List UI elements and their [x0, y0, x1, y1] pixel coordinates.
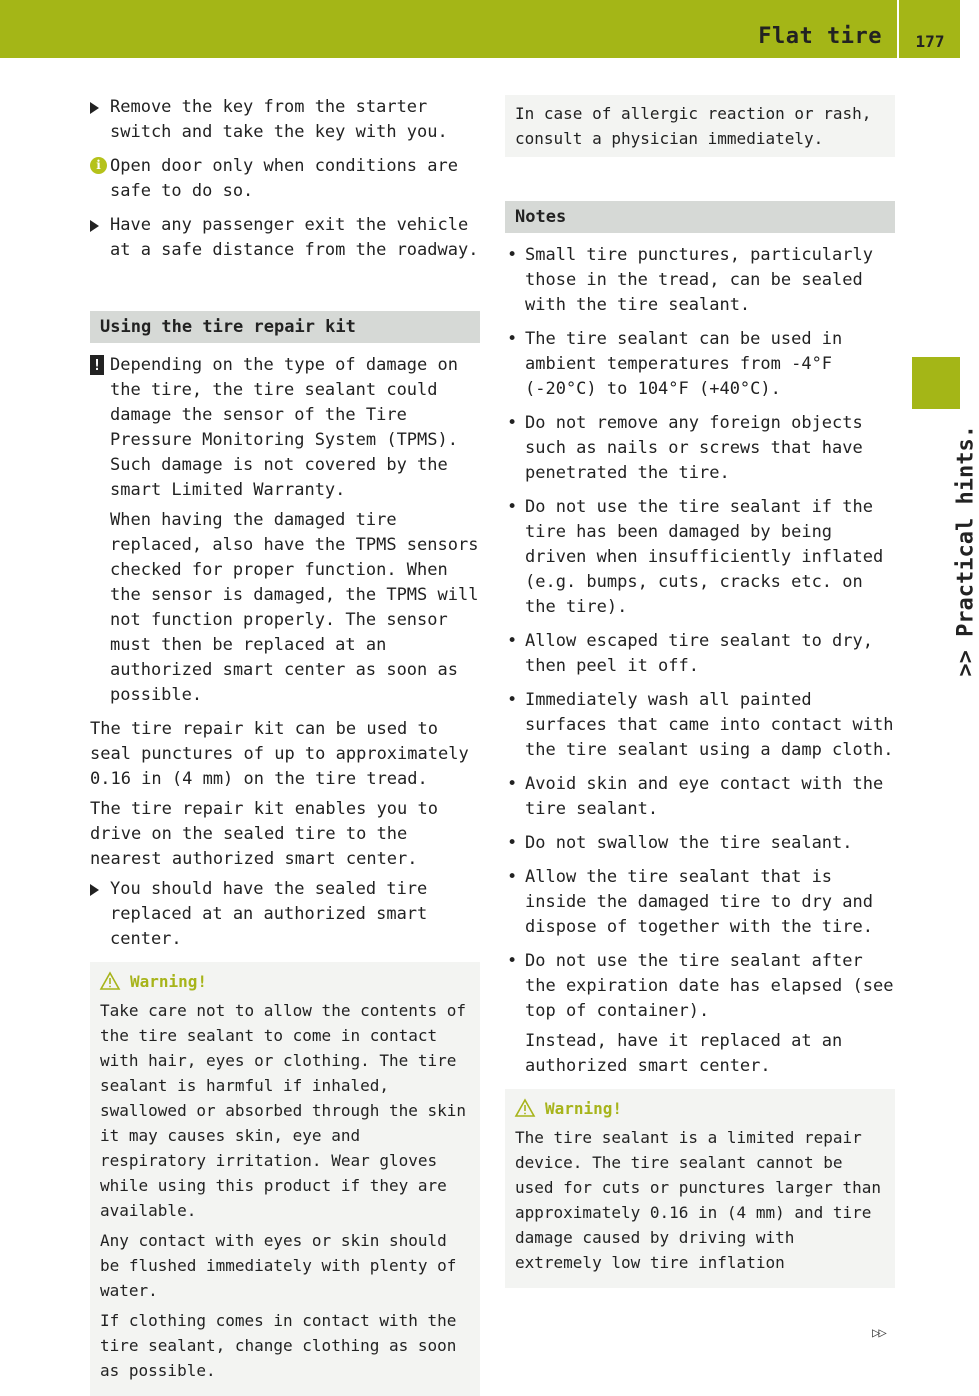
- notes-item-text: Instead, have it replaced at an authorized smart center.: [525, 1031, 843, 1076]
- bullet-dot-icon: •: [507, 413, 518, 433]
- info-note-text: Open door only when conditions are safe to do so.: [110, 156, 458, 201]
- step-arrow-icon: [90, 220, 99, 232]
- notes-list-item: [505, 831, 895, 856]
- warning-triangle-icon: [515, 1099, 535, 1117]
- step-text: Remove the key from the starter switch and take the key with you.: [110, 97, 448, 142]
- warning-text: The tire sealant is a limited repair device. The tire sealant cannot be used for cuts or punctures larger than approximately 0.16 in (4 mm) and tire damage caused by driving with extremely low tire inflation: [515, 1128, 882, 1272]
- bullet-dot-icon: •: [507, 329, 518, 349]
- notes-item-text: Do not use the tire sealant if the tire has been damaged by being driven when insufficiently inflated (e.g. bumps, cuts, cracks etc. on the tire).: [525, 497, 884, 617]
- allergy-note-text: In case of allergic reaction or rash, consult a physician immediately.: [515, 104, 872, 148]
- notes-list-item: [505, 949, 895, 1079]
- body-paragraph: The tire repair kit can be used to seal punctures of up to approximately 0.16 in (4 mm) on the tire tread.: [90, 719, 469, 789]
- notes-list-item: [505, 327, 895, 402]
- notes-list: [505, 243, 895, 1079]
- notes-list-item: [505, 243, 895, 318]
- instruction-step: [90, 213, 480, 263]
- notes-list-item: [505, 629, 895, 679]
- instruction-step: [90, 877, 480, 952]
- warning-triangle-icon: [100, 972, 120, 990]
- notes-list-item: [505, 411, 895, 486]
- notes-list-item: [505, 495, 895, 620]
- body-paragraph: The tire repair kit enables you to drive on the sealed tire to the nearest authorized smart center.: [90, 799, 438, 869]
- notes-list-item: [505, 688, 895, 763]
- continue-marker: ▷▷: [872, 1325, 885, 1341]
- notes-item-text: Immediately wash all painted surfaces that came into contact with the tire sealant using a damp cloth.: [525, 690, 894, 760]
- bullet-dot-icon: •: [507, 245, 518, 265]
- bullet-dot-icon: •: [507, 690, 518, 710]
- warning-title-text: Warning!: [130, 971, 208, 991]
- chapter-side-label-text: >> Practical hints.: [954, 425, 979, 677]
- allergy-note-box: [505, 95, 895, 157]
- section-heading: Using the tire repair kit: [90, 311, 480, 343]
- page-title: Flat tire: [758, 24, 882, 49]
- warning-box: [90, 962, 480, 1396]
- notes-list-item: [505, 865, 895, 940]
- notes-item-text: Allow escaped tire sealant to dry, then peel it off.: [525, 631, 873, 676]
- notes-item-text: Do not use the tire sealant after the expiration date has elapsed (see top of container).: [525, 951, 894, 1021]
- bullet-dot-icon: •: [507, 774, 518, 794]
- bullet-dot-icon: •: [507, 497, 518, 517]
- notes-list-item: [505, 772, 895, 822]
- notes-item-text: Do not remove any foreign objects such as nails or screws that have penetrated the tire.: [525, 413, 863, 483]
- caution-text: Depending on the type of damage on the tire, the tire sealant could damage the sensor of the Tire Pressure Monitoring System (TPMS). Such damage is not covered by the smart Limited Warranty.: [110, 355, 458, 500]
- caution-text: When having the damaged tire replaced, also have the TPMS sensors checked for proper function. When the sensor is damaged, the TPMS will not function properly. The sensor must then be replaced at an authorized smart center as soon as possible.: [110, 510, 479, 705]
- warning-text: If clothing comes in contact with the tire sealant, change clothing as soon as possible.: [100, 1311, 457, 1380]
- bullet-dot-icon: •: [507, 631, 518, 651]
- caution-note: [90, 353, 480, 708]
- bullet-dot-icon: •: [507, 867, 518, 887]
- warning-title: [100, 968, 470, 994]
- notes-heading: Notes: [505, 201, 895, 233]
- warning-text: Any contact with eyes or skin should be flushed immediately with plenty of water.: [100, 1231, 457, 1300]
- page-number: 177: [915, 32, 945, 51]
- notes-item-text: Do not swallow the tire sealant.: [525, 833, 853, 853]
- chapter-side-label: [918, 425, 979, 685]
- step-arrow-icon: [90, 102, 99, 114]
- warning-title: [515, 1095, 885, 1121]
- instruction-step: [90, 95, 480, 145]
- bullet-dot-icon: •: [507, 833, 518, 853]
- step-arrow-icon: [90, 884, 99, 896]
- right-column: [505, 95, 895, 1288]
- exclamation-icon: !: [90, 355, 104, 375]
- warning-title-text: Warning!: [545, 1098, 623, 1118]
- info-icon: i: [90, 157, 107, 174]
- warning-box: [505, 1089, 895, 1288]
- notes-item-text: The tire sealant can be used in ambient temperatures from -4°F (-20°C) to 104°F (+40°C).: [525, 329, 843, 399]
- step-text: Have any passenger exit the vehicle at a safe distance from the roadway.: [110, 215, 479, 260]
- info-note: [90, 154, 480, 204]
- warning-text: Take care not to allow the contents of the tire sealant to come in contact with hair, eyes or clothing. The tire sealant is harmful if inhaled, swallowed or absorbed through the skin it may causes skin, eye and respiratory irritation. Wear gloves while using this product if they are available.: [100, 1001, 467, 1220]
- step-text: You should have the sealed tire replaced at an authorized smart center.: [110, 879, 428, 949]
- notes-item-text: Avoid skin and eye contact with the tire sealant.: [525, 774, 884, 819]
- left-column: [90, 95, 480, 1396]
- bullet-dot-icon: •: [507, 951, 518, 971]
- side-tab-marker: [912, 357, 960, 409]
- notes-item-text: Small tire punctures, particularly those in the tread, can be sealed with the tire sealant.: [525, 245, 873, 315]
- header-divider: [897, 0, 899, 58]
- notes-item-text: Allow the tire sealant that is inside the damaged tire to dry and dispose of together with the tire.: [525, 867, 873, 937]
